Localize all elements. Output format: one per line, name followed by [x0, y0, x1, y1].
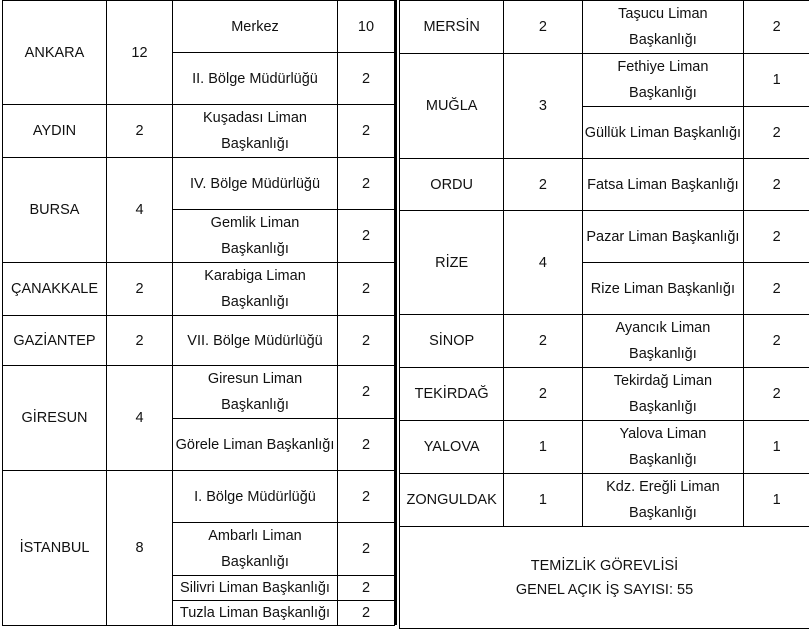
table-row: [400, 474, 809, 527]
unit-cell: Fethiye Liman Başkanlığı: [582, 54, 744, 107]
unit-cell: VII. Bölge Müdürlüğü: [173, 316, 338, 366]
unit-cell: Ambarlı Liman Başkanlığı: [173, 523, 338, 576]
table-row: [3, 105, 395, 158]
total-cell: 2: [107, 105, 173, 158]
unit-cell: Silivri Liman Başkanlığı: [173, 576, 338, 601]
count-cell: 2: [744, 159, 809, 211]
count-cell: 2: [744, 107, 809, 159]
province-cell: ANKARA: [3, 1, 107, 105]
count-cell: 1: [744, 474, 809, 527]
province-cell: AYDIN: [3, 105, 107, 158]
province-cell: GAZİANTEP: [3, 316, 107, 366]
table-row: [400, 527, 809, 629]
unit-cell: Pazar Liman Başkanlığı: [582, 211, 744, 263]
count-cell: 2: [338, 366, 395, 419]
unit-cell: Ayancık Liman Başkanlığı: [582, 315, 744, 368]
table-row: [400, 368, 809, 421]
count-cell: 2: [744, 263, 809, 315]
total-cell: 8: [107, 471, 173, 626]
table-row: [3, 316, 395, 366]
table-row: [400, 1, 809, 54]
province-cell: MUĞLA: [400, 54, 504, 159]
province-cell: GİRESUN: [3, 366, 107, 471]
province-cell: TEKİRDAĞ: [400, 368, 504, 421]
unit-cell: Giresun Liman Başkanlığı: [173, 366, 338, 419]
summary-total: GENEL AÇIK İŞ SAYISI: 55: [402, 578, 807, 602]
total-cell: 1: [504, 421, 582, 474]
province-cell: İSTANBUL: [3, 471, 107, 626]
count-cell: 1: [744, 421, 809, 474]
unit-cell: Güllük Liman Başkanlığı: [582, 107, 744, 159]
unit-cell: Fatsa Liman Başkanlığı: [582, 159, 744, 211]
left-table: [2, 0, 395, 626]
unit-cell: Yalova Liman Başkanlığı: [582, 421, 744, 474]
count-cell: 2: [338, 53, 395, 105]
total-cell: 1: [504, 474, 582, 527]
province-cell: MERSİN: [400, 1, 504, 54]
total-cell: 4: [107, 158, 173, 263]
province-cell: BURSA: [3, 158, 107, 263]
total-cell: 2: [107, 316, 173, 366]
province-cell: SİNOP: [400, 315, 504, 368]
province-cell: RİZE: [400, 211, 504, 315]
total-cell: 12: [107, 1, 173, 105]
table-row: [3, 366, 395, 419]
unit-cell: I. Bölge Müdürlüğü: [173, 471, 338, 523]
table-row: [400, 421, 809, 474]
table-row: [3, 263, 395, 316]
right-table: [399, 0, 809, 629]
summary-title: TEMİZLİK GÖREVLİSİ: [402, 554, 807, 578]
province-cell: YALOVA: [400, 421, 504, 474]
count-cell: 2: [338, 601, 395, 626]
province-cell: ÇANAKKALE: [3, 263, 107, 316]
unit-cell: Merkez: [173, 1, 338, 53]
table-row: [400, 315, 809, 368]
unit-cell: Taşucu Liman Başkanlığı: [582, 1, 744, 54]
count-cell: 2: [338, 158, 395, 210]
count-cell: 2: [744, 1, 809, 54]
count-cell: 2: [338, 316, 395, 366]
total-cell: 4: [504, 211, 582, 315]
unit-cell: Gemlik Liman Başkanlığı: [173, 210, 338, 263]
table-row: [3, 158, 395, 210]
count-cell: 2: [744, 315, 809, 368]
count-cell: 2: [338, 471, 395, 523]
count-cell: 2: [338, 263, 395, 316]
table-row: [3, 1, 395, 53]
unit-cell: Rize Liman Başkanlığı: [582, 263, 744, 315]
total-cell: 2: [504, 315, 582, 368]
count-cell: 2: [338, 419, 395, 471]
count-cell: 2: [338, 105, 395, 158]
unit-cell: Karabiga Liman Başkanlığı: [173, 263, 338, 316]
table-row: [3, 471, 395, 523]
unit-cell: Tuzla Liman Başkanlığı: [173, 601, 338, 626]
unit-cell: Tekirdağ Liman Başkanlığı: [582, 368, 744, 421]
count-cell: 2: [744, 211, 809, 263]
table-row: [400, 54, 809, 107]
table-row: [400, 159, 809, 211]
province-cell: ZONGULDAK: [400, 474, 504, 527]
count-cell: 10: [338, 1, 395, 53]
total-cell: 2: [107, 263, 173, 316]
total-cell: 3: [504, 54, 582, 159]
table-row: [400, 211, 809, 263]
summary-cell: [400, 527, 809, 629]
unit-cell: Kuşadası Liman Başkanlığı: [173, 105, 338, 158]
unit-cell: Görele Liman Başkanlığı: [173, 419, 338, 471]
total-cell: 2: [504, 1, 582, 54]
province-cell: ORDU: [400, 159, 504, 211]
count-cell: 1: [744, 54, 809, 107]
count-cell: 2: [338, 523, 395, 576]
total-cell: 2: [504, 368, 582, 421]
count-cell: 2: [744, 368, 809, 421]
count-cell: 2: [338, 576, 395, 601]
unit-cell: II. Bölge Müdürlüğü: [173, 53, 338, 105]
unit-cell: Kdz. Ereğli Liman Başkanlığı: [582, 474, 744, 527]
count-cell: 2: [338, 210, 395, 263]
total-cell: 2: [504, 159, 582, 211]
unit-cell: IV. Bölge Müdürlüğü: [173, 158, 338, 210]
total-cell: 4: [107, 366, 173, 471]
